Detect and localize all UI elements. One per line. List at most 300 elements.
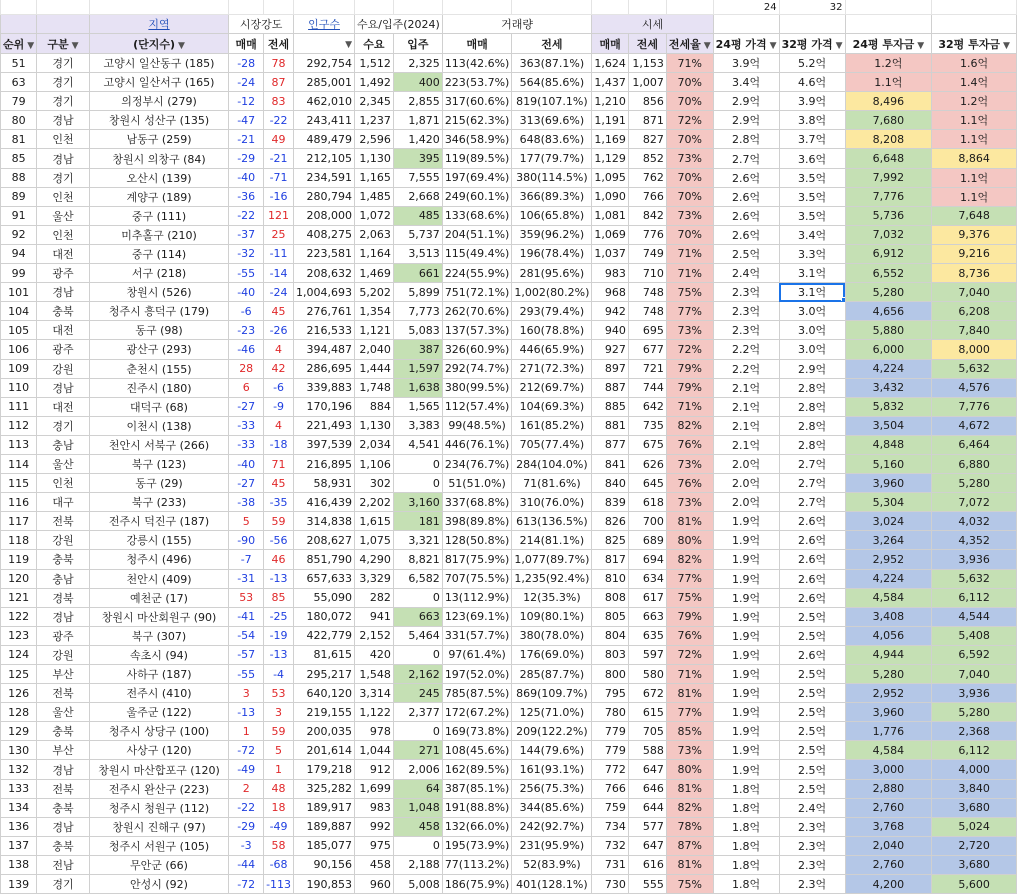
cell-mt[interactable]: -57	[229, 645, 264, 664]
cell-vr[interactable]: 344(85.6%)	[512, 798, 592, 817]
cell-vr[interactable]: 446(65.9%)	[512, 340, 592, 359]
cell-mv[interactable]: 1,638	[393, 378, 442, 397]
cell-pt[interactable]: 942	[592, 302, 629, 321]
cell-pop[interactable]: 208,000	[294, 206, 355, 225]
cell-i32[interactable]: 1.2억	[932, 92, 1017, 111]
cell-area[interactable]: 경기	[37, 416, 90, 435]
cell-i32[interactable]: 7,840	[932, 321, 1017, 340]
cell-pop[interactable]: 55,090	[294, 588, 355, 607]
cell-region[interactable]: 안성시 (92)	[89, 875, 229, 894]
cell-region[interactable]: 북구 (307)	[89, 626, 229, 645]
cell-pop[interactable]: 212,105	[294, 149, 355, 168]
cell-mt[interactable]: -33	[229, 435, 264, 454]
cell-pr[interactable]: 695	[628, 321, 666, 340]
table-row[interactable]	[1, 703, 1017, 722]
cell-mr[interactable]: -68	[264, 855, 294, 874]
cell-pr[interactable]: 618	[628, 493, 666, 512]
cell-pop[interactable]: 640,120	[294, 684, 355, 703]
cell-vt[interactable]: 317(60.6%)	[442, 92, 512, 111]
cell-i32[interactable]: 5,632	[932, 569, 1017, 588]
cell-dem[interactable]: 420	[355, 645, 394, 664]
cell-vt[interactable]: 387(85.1%)	[442, 779, 512, 798]
cell-i24[interactable]: 2,952	[845, 550, 932, 569]
cell-p32[interactable]: 3.1억	[779, 264, 845, 283]
table-row[interactable]	[1, 760, 1017, 779]
cell-i32[interactable]: 5,408	[932, 626, 1017, 645]
cell-i32[interactable]: 4,544	[932, 607, 1017, 626]
cell-vr[interactable]: 214(81.1%)	[512, 531, 592, 550]
table-row[interactable]	[1, 397, 1017, 416]
cell-p32[interactable]: 2.8억	[779, 397, 845, 416]
cell-mr[interactable]: -113	[264, 875, 294, 894]
cell-vr[interactable]: 1,235(92.4%)	[512, 569, 592, 588]
cell-mv[interactable]: 64	[393, 779, 442, 798]
cell-vr[interactable]: 564(85.6%)	[512, 73, 592, 92]
cell-mv[interactable]: 0	[393, 454, 442, 473]
cell-ratio[interactable]: 70%	[666, 168, 713, 187]
cell-pop[interactable]: 397,539	[294, 435, 355, 454]
cell-area[interactable]: 부산	[37, 741, 90, 760]
cell-rank[interactable]: 110	[1, 378, 37, 397]
cell-region[interactable]: 광산구 (293)	[89, 340, 229, 359]
table-row[interactable]	[1, 474, 1017, 493]
header-price[interactable]: 시세	[592, 15, 713, 34]
cell-p32[interactable]: 2.5억	[779, 703, 845, 722]
cell-pr[interactable]: 710	[628, 264, 666, 283]
cell-mr[interactable]: -22	[264, 111, 294, 130]
cell-area[interactable]: 경남	[37, 149, 90, 168]
cell-rank[interactable]: 99	[1, 264, 37, 283]
filter-icon[interactable]: ▼	[27, 40, 35, 51]
cell-dem[interactable]: 1,122	[355, 703, 394, 722]
cell-i32[interactable]: 2,368	[932, 722, 1017, 741]
cell-rank[interactable]: 111	[1, 397, 37, 416]
cell-i24[interactable]: 5,280	[845, 283, 932, 302]
table-row[interactable]	[1, 454, 1017, 473]
cell-i32[interactable]: 5,024	[932, 817, 1017, 836]
cell-area[interactable]: 경남	[37, 283, 90, 302]
cell-pr[interactable]: 555	[628, 875, 666, 894]
cell-dem[interactable]: 1,044	[355, 741, 394, 760]
cell-pr[interactable]: 748	[628, 302, 666, 321]
cell-vr[interactable]: 109(80.1%)	[512, 607, 592, 626]
cell-vt[interactable]: 97(61.4%)	[442, 645, 512, 664]
cell-rank[interactable]: 139	[1, 875, 37, 894]
cell-i32[interactable]: 7,072	[932, 493, 1017, 512]
cell-pt[interactable]: 759	[592, 798, 629, 817]
cell-i32[interactable]: 7,040	[932, 283, 1017, 302]
cell-p24[interactable]: 1.9억	[713, 626, 779, 645]
cell-mv[interactable]: 7,555	[393, 168, 442, 187]
cell-p24[interactable]: 1.9억	[713, 760, 779, 779]
cell-area[interactable]: 대전	[37, 321, 90, 340]
cell-pr[interactable]: 735	[628, 416, 666, 435]
cell-mv[interactable]: 5,899	[393, 283, 442, 302]
cell-region[interactable]: 서구 (218)	[89, 264, 229, 283]
cell-pr[interactable]: 748	[628, 283, 666, 302]
cell-vt[interactable]: 128(50.8%)	[442, 531, 512, 550]
cell-mr[interactable]: -16	[264, 187, 294, 206]
cell-vt[interactable]: 262(70.6%)	[442, 302, 512, 321]
cell-pt[interactable]: 897	[592, 359, 629, 378]
cell-pr[interactable]: 721	[628, 359, 666, 378]
cell-p32[interactable]: 4.6억	[779, 73, 845, 92]
cell-pop[interactable]: 276,761	[294, 302, 355, 321]
cell-region[interactable]: 예천군 (17)	[89, 588, 229, 607]
cell-mr[interactable]: -24	[264, 283, 294, 302]
cell-dem[interactable]: 960	[355, 875, 394, 894]
cell-vt[interactable]: 13(112.9%)	[442, 588, 512, 607]
cell-ratio[interactable]: 85%	[666, 722, 713, 741]
cell-pop[interactable]: 1,004,693	[294, 283, 355, 302]
cell-i32[interactable]: 6,112	[932, 741, 1017, 760]
cell-vt[interactable]: 398(89.8%)	[442, 512, 512, 531]
cell-area[interactable]: 경기	[37, 54, 90, 73]
cell-vt[interactable]: 331(57.7%)	[442, 626, 512, 645]
cell-vr[interactable]: 125(71.0%)	[512, 703, 592, 722]
cell-vr[interactable]: 313(69.6%)	[512, 111, 592, 130]
cell-mv[interactable]: 3,321	[393, 531, 442, 550]
cell-pt[interactable]: 804	[592, 626, 629, 645]
filter-active-icon[interactable]: ▼	[703, 40, 711, 51]
cell-pt[interactable]: 731	[592, 855, 629, 874]
cell-i24[interactable]: 2,880	[845, 779, 932, 798]
cell-mr[interactable]: 42	[264, 359, 294, 378]
col-danji[interactable]: (단지수) ▼	[89, 34, 229, 54]
cell-vr[interactable]: 209(122.2%)	[512, 722, 592, 741]
cell-i32[interactable]: 1.4억	[932, 73, 1017, 92]
cell-region[interactable]: 북구 (123)	[89, 454, 229, 473]
cell-pop[interactable]: 489,479	[294, 130, 355, 149]
cell-rank[interactable]: 137	[1, 836, 37, 855]
col-ratio[interactable]: 전세율 ▼	[666, 34, 713, 54]
cell-pop[interactable]: 285,001	[294, 73, 355, 92]
cell-mr[interactable]: -13	[264, 645, 294, 664]
cell-p32[interactable]: 2.8억	[779, 435, 845, 454]
cell-region[interactable]: 북구 (233)	[89, 493, 229, 512]
cell-p24[interactable]: 2.6억	[713, 206, 779, 225]
cell-pt[interactable]: 983	[592, 264, 629, 283]
table-row[interactable]	[1, 416, 1017, 435]
cell-p24[interactable]: 1.9억	[713, 607, 779, 626]
cell-vr[interactable]: 363(87.1%)	[512, 54, 592, 73]
cell-ratio[interactable]: 70%	[666, 92, 713, 111]
cell-i24[interactable]: 3,024	[845, 512, 932, 531]
cell-pt[interactable]: 839	[592, 493, 629, 512]
cell-mv[interactable]: 2,325	[393, 54, 442, 73]
cell-dem[interactable]: 1,699	[355, 779, 394, 798]
cell-i32[interactable]: 3,680	[932, 798, 1017, 817]
cell-vt[interactable]: 707(75.5%)	[442, 569, 512, 588]
cell-dem[interactable]: 1,615	[355, 512, 394, 531]
cell-mv[interactable]: 245	[393, 684, 442, 703]
cell-p32[interactable]: 3.1억	[779, 283, 845, 302]
cell-p24[interactable]: 2.0억	[713, 493, 779, 512]
cell-pt[interactable]: 877	[592, 435, 629, 454]
cell-dem[interactable]: 3,329	[355, 569, 394, 588]
cell-pop[interactable]: 243,411	[294, 111, 355, 130]
cell-region[interactable]: 중구 (111)	[89, 206, 229, 225]
cell-pt[interactable]: 780	[592, 703, 629, 722]
cell-region[interactable]: 사하구 (187)	[89, 665, 229, 684]
cell-p24[interactable]: 1.8억	[713, 798, 779, 817]
cell-dem[interactable]: 1,485	[355, 187, 394, 206]
cell-area[interactable]: 광주	[37, 626, 90, 645]
cell-p32[interactable]: 5.2억	[779, 54, 845, 73]
table-row[interactable]	[1, 54, 1017, 73]
cell-dem[interactable]: 2,152	[355, 626, 394, 645]
cell-pr[interactable]: 675	[628, 435, 666, 454]
cell-pt[interactable]: 810	[592, 569, 629, 588]
cell-p32[interactable]: 2.3억	[779, 836, 845, 855]
table-row[interactable]	[1, 359, 1017, 378]
table-row[interactable]	[1, 779, 1017, 798]
cell-vr[interactable]: 196(78.4%)	[512, 244, 592, 263]
cell-area[interactable]: 충북	[37, 836, 90, 855]
cell-mt[interactable]: -40	[229, 168, 264, 187]
cell-pt[interactable]: 1,191	[592, 111, 629, 130]
cell-pr[interactable]: 647	[628, 836, 666, 855]
cell-vr[interactable]: 104(69.3%)	[512, 397, 592, 416]
cell-pr[interactable]: 852	[628, 149, 666, 168]
cell-p32[interactable]: 2.5억	[779, 741, 845, 760]
cell-i24[interactable]: 2,952	[845, 684, 932, 703]
cell-mr[interactable]: -35	[264, 493, 294, 512]
cell-p24[interactable]: 1.9억	[713, 722, 779, 741]
cell-region[interactable]: 대덕구 (68)	[89, 397, 229, 416]
cell-rank[interactable]: 109	[1, 359, 37, 378]
cell-mr[interactable]: -4	[264, 665, 294, 684]
cell-mt[interactable]: -38	[229, 493, 264, 512]
cell-i32[interactable]: 5,600	[932, 875, 1017, 894]
cell-mv[interactable]: 5,083	[393, 321, 442, 340]
cell-p32[interactable]: 2.6억	[779, 645, 845, 664]
cell-pt[interactable]: 841	[592, 454, 629, 473]
cell-region[interactable]: 중구 (114)	[89, 244, 229, 263]
cell-mv[interactable]: 6,582	[393, 569, 442, 588]
cell-pt[interactable]: 730	[592, 875, 629, 894]
cell-dem[interactable]: 1,130	[355, 416, 394, 435]
cell-area[interactable]: 충남	[37, 569, 90, 588]
cell-pop[interactable]: 292,754	[294, 54, 355, 73]
cell-dem[interactable]: 1,075	[355, 531, 394, 550]
col-trade[interactable]: 매매	[229, 34, 264, 54]
cell-vr[interactable]: 359(96.2%)	[512, 225, 592, 244]
cell-region[interactable]: 미추홀구 (210)	[89, 225, 229, 244]
cell-i24[interactable]: 6,552	[845, 264, 932, 283]
cell-p24[interactable]: 2.2억	[713, 359, 779, 378]
cell-vr[interactable]: 256(75.3%)	[512, 779, 592, 798]
cell-ratio[interactable]: 71%	[666, 54, 713, 73]
cell-mr[interactable]: -13	[264, 569, 294, 588]
cell-area[interactable]: 광주	[37, 264, 90, 283]
cell-pr[interactable]: 689	[628, 531, 666, 550]
cell-pr[interactable]: 677	[628, 340, 666, 359]
cell-mt[interactable]: 3	[229, 684, 264, 703]
col-p24[interactable]: 24평 가격 ▼	[713, 34, 779, 54]
cell-p24[interactable]: 2.3억	[713, 321, 779, 340]
cell-area[interactable]: 대전	[37, 244, 90, 263]
cell-area[interactable]: 인천	[37, 474, 90, 493]
cell-pr[interactable]: 700	[628, 512, 666, 531]
cell-dem[interactable]: 2,202	[355, 493, 394, 512]
table-row[interactable]	[1, 283, 1017, 302]
cell-ratio[interactable]: 72%	[666, 111, 713, 130]
cell-mv[interactable]: 2,162	[393, 665, 442, 684]
cell-pt[interactable]: 887	[592, 378, 629, 397]
cell-mr[interactable]: -26	[264, 321, 294, 340]
table-row[interactable]	[1, 264, 1017, 283]
cell-i24[interactable]: 3,432	[845, 378, 932, 397]
cell-area[interactable]: 경남	[37, 817, 90, 836]
cell-pop[interactable]: 280,794	[294, 187, 355, 206]
cell-pr[interactable]: 635	[628, 626, 666, 645]
cell-area[interactable]: 울산	[37, 703, 90, 722]
cell-ratio[interactable]: 76%	[666, 626, 713, 645]
cell-dem[interactable]: 1,748	[355, 378, 394, 397]
cell-pt[interactable]: 734	[592, 817, 629, 836]
cell-i24[interactable]: 5,304	[845, 493, 932, 512]
cell-p24[interactable]: 2.8억	[713, 130, 779, 149]
cell-area[interactable]: 충북	[37, 550, 90, 569]
cell-pr[interactable]: 645	[628, 474, 666, 493]
cell-area[interactable]: 인천	[37, 225, 90, 244]
fill-handle[interactable]	[841, 297, 846, 302]
cell-vt[interactable]: 380(99.5%)	[442, 378, 512, 397]
filter-icon[interactable]: ▼	[835, 40, 843, 51]
cell-rank[interactable]: 118	[1, 531, 37, 550]
cell-vt[interactable]: 115(49.4%)	[442, 244, 512, 263]
cell-pr[interactable]: 617	[628, 588, 666, 607]
cell-dem[interactable]: 5,202	[355, 283, 394, 302]
cell-dem[interactable]: 983	[355, 798, 394, 817]
cell-p32[interactable]: 2.4억	[779, 798, 845, 817]
table-row[interactable]	[1, 493, 1017, 512]
cell-pr[interactable]: 616	[628, 855, 666, 874]
cell-i32[interactable]: 3,936	[932, 550, 1017, 569]
cell-i24[interactable]: 4,224	[845, 569, 932, 588]
cell-mt[interactable]: -27	[229, 397, 264, 416]
cell-vt[interactable]: 326(60.9%)	[442, 340, 512, 359]
cell-region[interactable]: 진주시 (180)	[89, 378, 229, 397]
col-price-trade[interactable]: 매매	[592, 34, 629, 54]
cell-mv[interactable]: 3,513	[393, 244, 442, 263]
cell-pop[interactable]: 208,632	[294, 264, 355, 283]
cell-dem[interactable]: 1,354	[355, 302, 394, 321]
filter-icon[interactable]: ▼	[769, 40, 777, 51]
cell-dem[interactable]: 2,034	[355, 435, 394, 454]
filter-icon[interactable]: ▼	[345, 40, 353, 50]
cell-i24[interactable]: 4,848	[845, 435, 932, 454]
cell-pt[interactable]: 779	[592, 722, 629, 741]
cell-mt[interactable]: 1	[229, 722, 264, 741]
cell-rank[interactable]: 119	[1, 550, 37, 569]
cell-rank[interactable]: 128	[1, 703, 37, 722]
cell-vt[interactable]: 292(74.7%)	[442, 359, 512, 378]
cell-rank[interactable]: 122	[1, 607, 37, 626]
table-row[interactable]	[1, 550, 1017, 569]
cell-i24[interactable]: 4,056	[845, 626, 932, 645]
cell-p24[interactable]: 2.0억	[713, 474, 779, 493]
cell-vr[interactable]: 271(72.3%)	[512, 359, 592, 378]
cell-mt[interactable]: -12	[229, 92, 264, 111]
cell-pr[interactable]: 749	[628, 244, 666, 263]
cell-vt[interactable]: 137(57.3%)	[442, 321, 512, 340]
cell-mr[interactable]: 58	[264, 836, 294, 855]
cell-rank[interactable]: 81	[1, 130, 37, 149]
cell-mr[interactable]: -21	[264, 149, 294, 168]
cell-p24[interactable]: 1.9억	[713, 665, 779, 684]
cell-rank[interactable]: 63	[1, 73, 37, 92]
cell-rank[interactable]: 101	[1, 283, 37, 302]
cell-i24[interactable]: 3,960	[845, 474, 932, 493]
cell-mv[interactable]: 2,188	[393, 855, 442, 874]
cell-rank[interactable]: 92	[1, 225, 37, 244]
col-inv32[interactable]: 32평 투자금 ▼	[932, 34, 1017, 54]
filter-icon[interactable]: ▼	[71, 40, 79, 51]
cell-p24[interactable]: 2.1억	[713, 416, 779, 435]
cell-pop[interactable]: 657,633	[294, 569, 355, 588]
cell-rank[interactable]: 132	[1, 760, 37, 779]
cell-pr[interactable]: 597	[628, 645, 666, 664]
cell-i24[interactable]: 3,504	[845, 416, 932, 435]
cell-pr[interactable]: 672	[628, 684, 666, 703]
cell-mv[interactable]: 8,821	[393, 550, 442, 569]
cell-i32[interactable]: 7,776	[932, 397, 1017, 416]
table-row[interactable]	[1, 588, 1017, 607]
cell-ratio[interactable]: 75%	[666, 283, 713, 302]
cell-area[interactable]: 인천	[37, 130, 90, 149]
cell-region[interactable]: 전주시 (410)	[89, 684, 229, 703]
cell-i24[interactable]: 1,776	[845, 722, 932, 741]
cell-ratio[interactable]: 70%	[666, 130, 713, 149]
col-pop-filter[interactable]	[294, 34, 355, 54]
cell-dem[interactable]: 458	[355, 855, 394, 874]
cell-p32[interactable]: 3.0억	[779, 302, 845, 321]
cell-ratio[interactable]: 81%	[666, 855, 713, 874]
cell-p24[interactable]: 2.9억	[713, 92, 779, 111]
cell-p32[interactable]: 3.7억	[779, 130, 845, 149]
cell-mv[interactable]: 1,420	[393, 130, 442, 149]
cell-i24[interactable]: 3,960	[845, 703, 932, 722]
cell-ratio[interactable]: 71%	[666, 397, 713, 416]
cell-ratio[interactable]: 70%	[666, 225, 713, 244]
cell-vr[interactable]: 869(109.7%)	[512, 684, 592, 703]
cell-i24[interactable]: 4,584	[845, 588, 932, 607]
cell-region[interactable]: 속초시 (94)	[89, 645, 229, 664]
cell-pt[interactable]: 1,090	[592, 187, 629, 206]
cell-ratio[interactable]: 79%	[666, 359, 713, 378]
cell-mt[interactable]: -54	[229, 626, 264, 645]
cell-vr[interactable]: 106(65.8%)	[512, 206, 592, 225]
cell-pop[interactable]: 189,917	[294, 798, 355, 817]
cell-i24[interactable]: 8,208	[845, 130, 932, 149]
col-vol-rent[interactable]: 전세	[512, 34, 592, 54]
table-row[interactable]	[1, 168, 1017, 187]
cell-area[interactable]: 경기	[37, 168, 90, 187]
cell-p24[interactable]: 3.4억	[713, 73, 779, 92]
cell-mr[interactable]: -14	[264, 264, 294, 283]
table-row[interactable]	[1, 225, 1017, 244]
cell-pop[interactable]: 223,581	[294, 244, 355, 263]
cell-ratio[interactable]: 76%	[666, 474, 713, 493]
cell-area[interactable]: 대전	[37, 397, 90, 416]
cell-rank[interactable]: 116	[1, 493, 37, 512]
cell-p32[interactable]: 3.5억	[779, 168, 845, 187]
cell-i24[interactable]: 3,264	[845, 531, 932, 550]
cell-pr[interactable]: 766	[628, 187, 666, 206]
cell-p24[interactable]: 2.5억	[713, 244, 779, 263]
